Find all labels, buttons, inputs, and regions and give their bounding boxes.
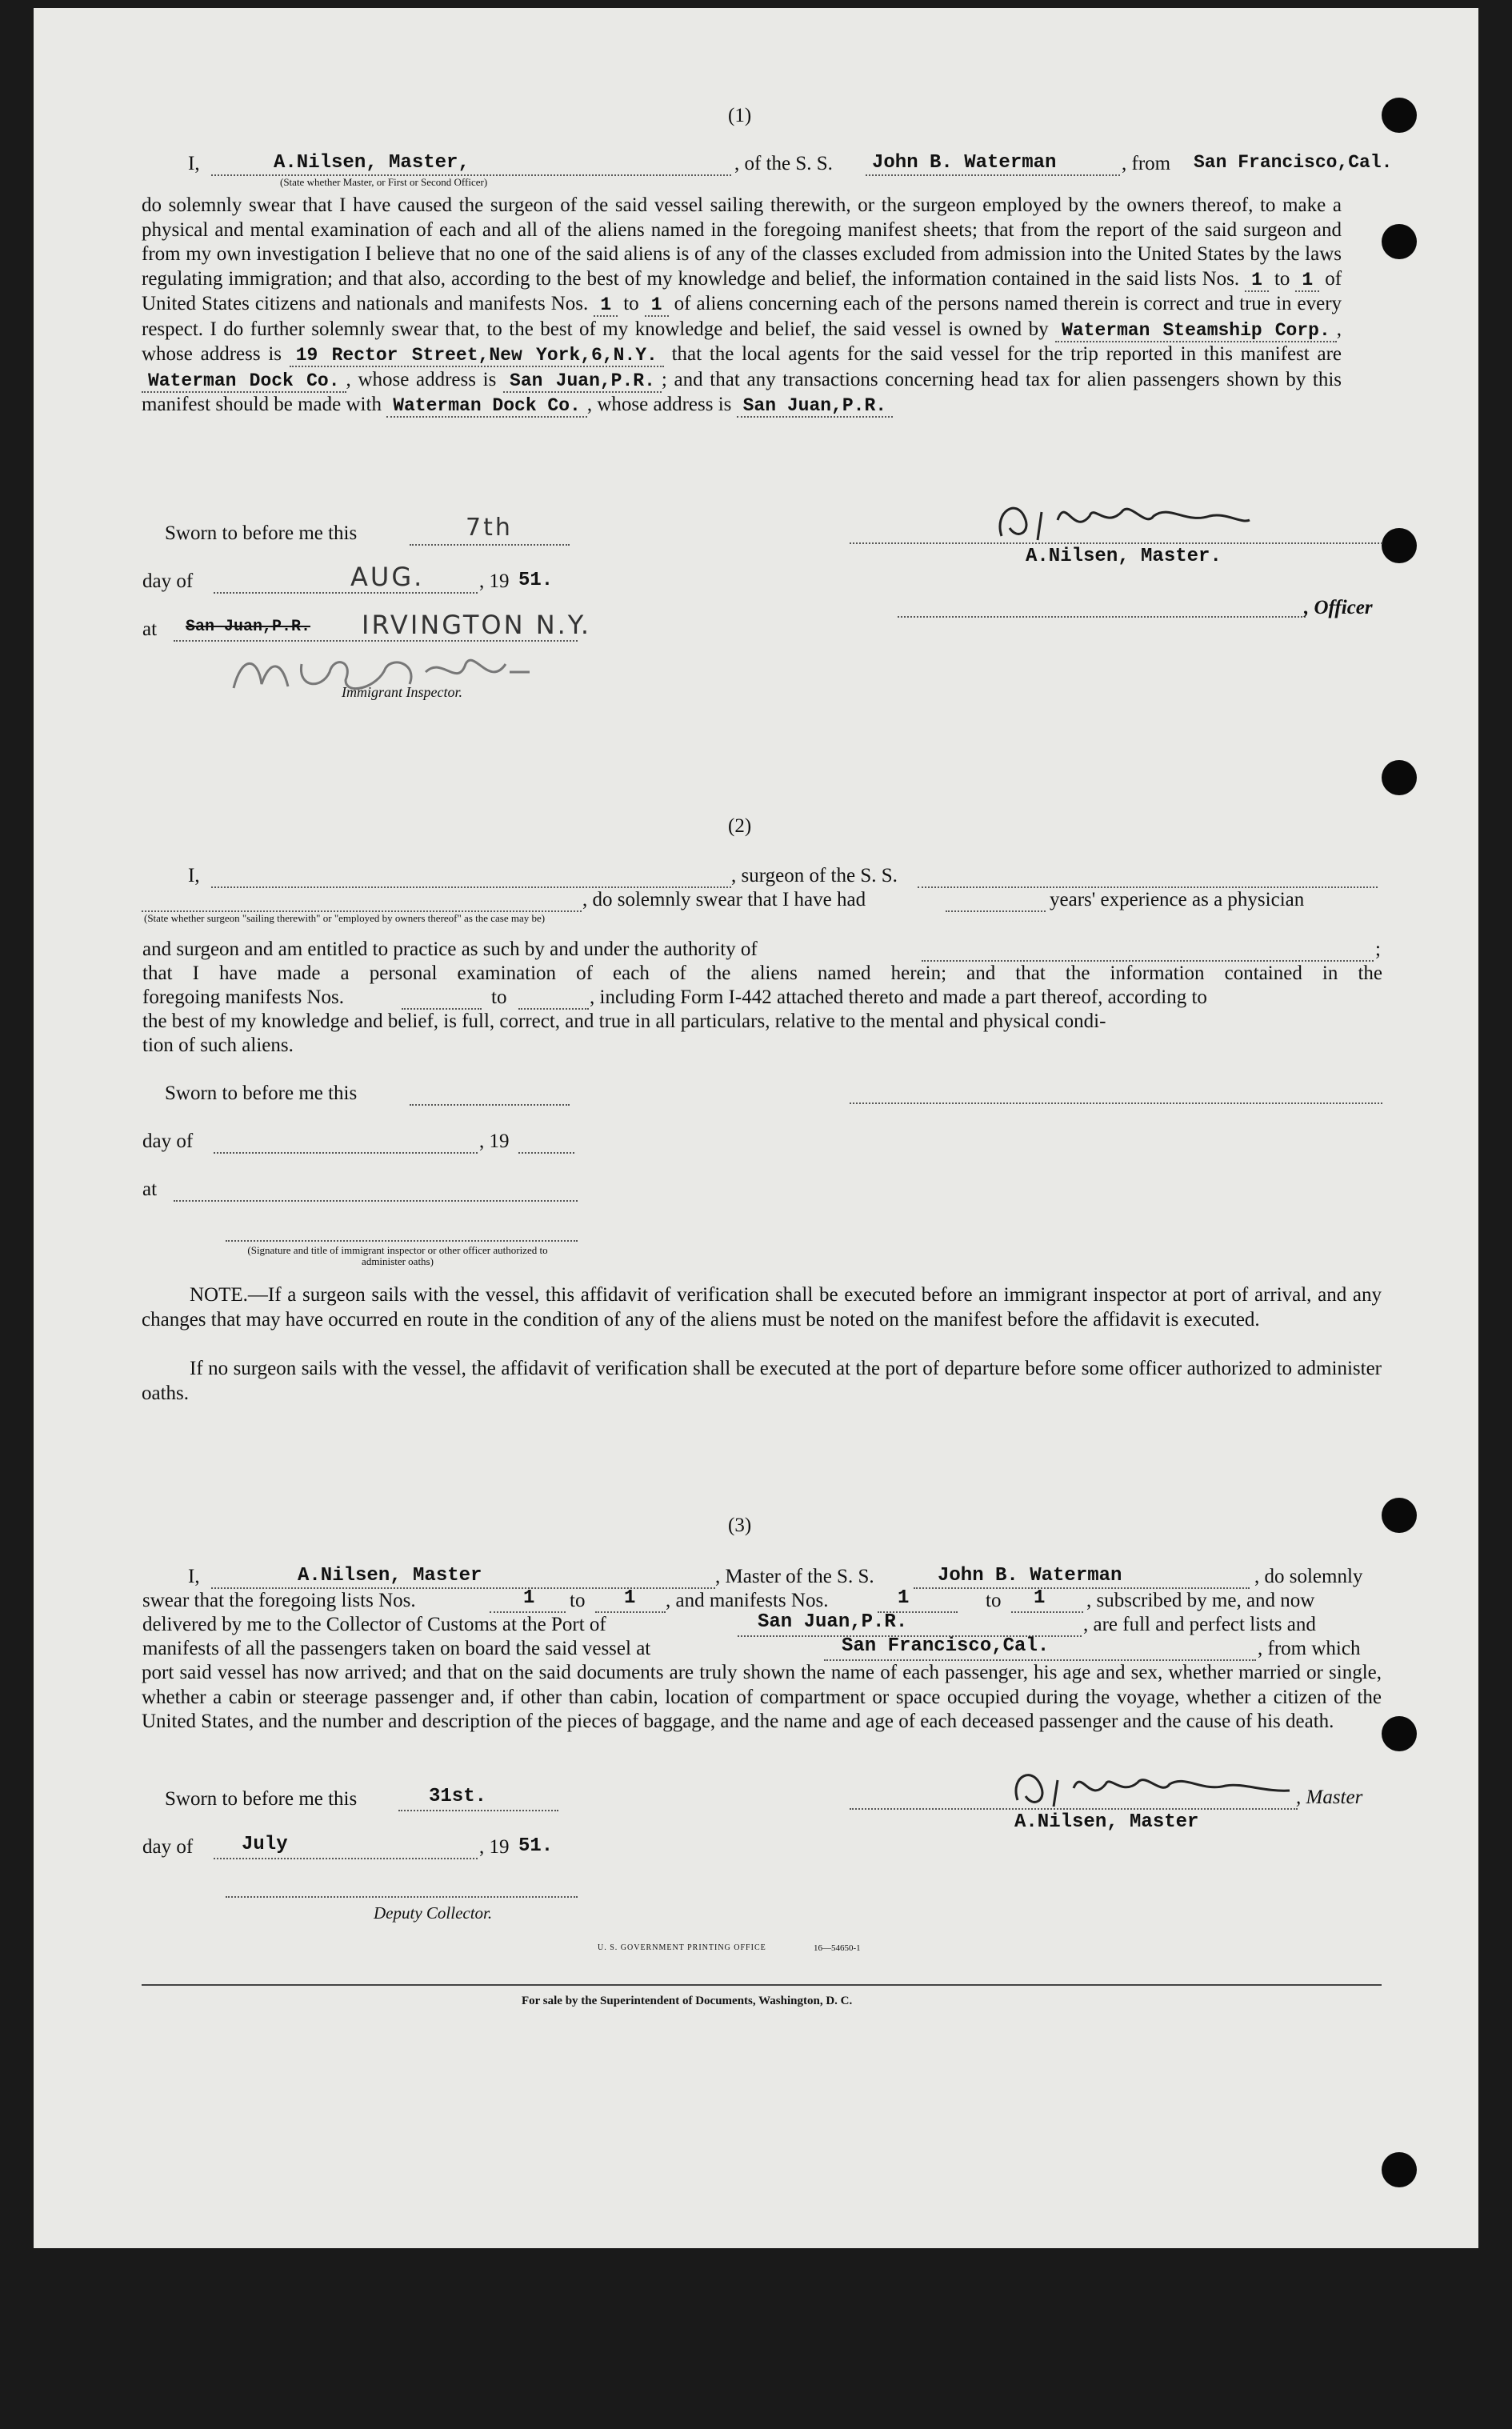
owner-name: Waterman Steamship Corp. <box>1055 320 1337 342</box>
of-ss-label: , of the S. S. <box>734 153 833 174</box>
year-suffix: 51. <box>518 570 554 591</box>
from-label: , from <box>1122 153 1171 174</box>
do-swear-label: , do solemnly swear that I have had <box>582 889 866 910</box>
section-2-number: (2) <box>728 815 752 837</box>
lists-text-a: swear that the foregoing lists Nos. <box>142 1590 416 1611</box>
local-agents: Waterman Dock Co. <box>142 370 346 393</box>
master-name: A.Nilsen, Master, <box>274 152 470 174</box>
port-at: San Francisco,Cal. <box>842 1635 1050 1657</box>
at-struck: San Juan,P.R. <box>186 618 311 636</box>
port-from: San Francisco,Cal. <box>1194 152 1393 173</box>
lists-to-3: 1 <box>624 1587 636 1609</box>
lists-to-label-3: to <box>570 1590 586 1611</box>
section-1-number: (1) <box>728 105 752 126</box>
lists-from-3: 1 <box>523 1587 535 1609</box>
manifests-text-3b: , from which <box>1258 1638 1361 1659</box>
master-signature-3 <box>1002 1752 1306 1816</box>
at-label: at <box>142 618 158 640</box>
lists-text-b: , and manifests Nos. <box>666 1590 829 1611</box>
master-signature-1 <box>986 480 1290 552</box>
month-line-3 <box>214 1858 478 1859</box>
vessel-name: John B. Waterman <box>872 152 1057 174</box>
day-of-label-2: day of <box>142 1130 194 1152</box>
agents-address: San Juan,P.R. <box>503 370 662 393</box>
punch-hole <box>1382 760 1417 795</box>
footer-rule <box>142 1984 1382 1986</box>
sale-notice: For sale by the Superintendent of Documents, Washington, D. C. <box>522 1995 853 2007</box>
sworn-day-3: 31st. <box>429 1786 487 1807</box>
note-paragraph-2: If no surgeon sails with the vessel, the affidavit of verification shall be executed at the port of departure before some officer authorized to administer oaths. <box>142 1358 1382 1404</box>
punch-hole <box>1382 98 1417 133</box>
condition-text: tion of such aliens. <box>142 1034 294 1056</box>
examination-text: that I have made a personal examination of each of the aliens named herein; and that the information contained in the <box>142 962 1382 984</box>
signer-typed-1: A.Nilsen, Master. <box>1026 546 1222 567</box>
year-suffix-3: 51. <box>518 1835 554 1857</box>
vessel-name-3: John B. Waterman <box>938 1565 1122 1587</box>
officer-caption: , Officer <box>1304 597 1373 618</box>
year-prefix-3: , 19 <box>479 1836 510 1858</box>
inspector-sign-line-2 <box>226 1240 578 1242</box>
punch-hole <box>1382 1716 1417 1751</box>
month-line-2 <box>214 1152 478 1154</box>
sworn-label-2: Sworn to before me this <box>165 1082 358 1104</box>
form-number: 16—54650-1 <box>814 1943 861 1953</box>
surgeon-sign-line <box>850 1102 1382 1104</box>
sworn-day: 7th <box>466 514 513 542</box>
section-3-number: (3) <box>728 1515 752 1536</box>
lists-text-c: , subscribed by me, and now <box>1086 1590 1315 1611</box>
master-caption: (State whether Master, or First or Second Officer) <box>280 176 488 188</box>
form-page: (1) I, A.Nilsen, Master, (State whether Master, or First or Second Officer) , of the S. S. John B. Waterman , from San Francisco,Cal. do solemnly swear that I have caused the surgeon of the said vessel sailing therewith, or the surgeon employed by the owners thereof, to make a physical and mental examination of each and all of the aliens named in the foregoing manifest sheets; that from the report of the said surgeon and from my own investigation I believe that no one of the said aliens is of any of the classes excluded from admission into the United States by the laws regulating immigration; and that also, according to the best of my knowledge and belief, the information contained in the said lists Nos. 1 to 1 of United States citizens and nationals and manifests Nos. 1 to 1 of aliens concerning each of the persons named therein is correct and true in every respect. I do further solemnly swear that, to the best of my knowledge and belief, the said vessel is owned by Waterman Steamship Corp. , whose address is 19 Rector Street,New York,6,N.Y. that the local agents for the said vessel for the trip reported in this manifest are Waterman Dock Co. , whose address is San Juan,P.R. ; and that any transactions concerning head tax for alien passengers shown by this manifest should be made with Waterman Dock Co. , whose address is San Juan,P.R. Sworn to before me this 7th day of AUG. , 19 51. at San Juan,P.R. IRVINGTON N.Y. Immigrant Inspector. A.Nilsen, Master. , Officer (2) I, , surgeon of the S. S. , do solemnly swear that I have had years' experience as a physician (State whether surgeon "sailing therewith" or "employed by owners thereof" as the case may be) and surgeon and am entitled to practice as such by and under the authority of ; that I have made a personal examination of each of the aliens named herein; and that the information contained in the foregoing manifests Nos. to , including Form I-442 attached thereto and made a part thereof, according to the best of my knowledge and belief, is full, correct, and true in all particulars, relative to the mental and physical condi- tion of such aliens. Sworn to before me this day of , 19 at (Signature and title of immigrant inspector or other officer authorized to administer oaths) NOTE.—If a surgeon sails with the vessel, this affidavit of verification shall be executed before an immigrant inspector at port of arrival, and any changes that may have occurred en route in the condition of any of the aliens must be noted on the manifest before the affidavit is executed. If no surgeon sails with the vessel, the affidavit of verification shall be executed at the port of departure before some officer authorized to administer oaths. (3) I, A.Nilsen, Master , Master of the S. S. John B. Waterman , do solemnly swear that the foregoing lists Nos. 1 to 1 , and manifests Nos. 1 to 1 , subscribed by me, and now delivered by me to the Collector of Customs at the Port of San Juan,P.R. , are full and perfect lists and manifests of all the passengers taken on board the said vessel at San Francisco,Cal. , from which port said vessel has now arrived; and that on the said documents are truly shown the name of each passenger, his age and sex, whether married or single, whether a cabin or steerage passenger and, if other than cabin, location of compartment or space occupied during the voyage, whether a citizen of the United States, and the number and description of the pieces of baggage, and the name and age of each deceased passenger and the cause of his death. Sworn to before me this 31st. day of July , 19 51. , Master A.Nilsen, Master Deputy Collector. U. S. GOVERNMENT PRINTING OFFICE 16—54650-1 For sale by the Superintendent of Documents, Washington, D. C. <box>34 8 1478 2248</box>
lists-to: 1 <box>1295 270 1319 292</box>
sworn-day-line-2 <box>410 1104 570 1106</box>
section-1-body: do solemnly swear that I have caused the surgeon of the said vessel sailing therewith, or the surgeon employed by the owners thereof, to make a physical and mental examination of each and all of the aliens named in the foregoing manifest sheets; that from the report of the said surgeon and from my own investigation I believe that no one of the said aliens is of any of the classes excluded from admission into the United States by the laws regulating immigration; and that also, according to the best of my knowledge and belief, the information contained in the said lists Nos. 1 to 1 of United States citizens and nationals and manifests Nos. 1 to 1 of aliens concerning each of the persons named therein is correct and true in every respect. I do further solemnly swear that, to the best of my knowledge and belief, the said vessel is owned by Waterman Steamship Corp. , whose address is 19 Rector Street,New York,6,N.Y. that the local agents for the said vessel for the trip reported in this manifest are Waterman Dock Co. , whose address is San Juan,P.R. ; and that any transactions concerning head tax for alien passengers shown by this manifest should be made with Waterman Dock Co. , whose address is San Juan,P.R. <box>142 194 1342 416</box>
master-caption-3: , Master <box>1296 1787 1363 1808</box>
master-of-label: , Master of the S. S. <box>715 1566 874 1587</box>
manifests-text-3a: manifests of all the passengers taken on board the said vessel at <box>142 1638 651 1659</box>
manifests-to-label-3: to <box>986 1590 1002 1611</box>
master-name-3: A.Nilsen, Master <box>298 1565 482 1587</box>
gpo-imprint: U. S. GOVERNMENT PRINTING OFFICE <box>598 1943 766 1952</box>
inspector-caption: Immigrant Inspector. <box>342 684 462 700</box>
sig-caption-2: (Signature and title of immigrant inspector or other officer authorized to administer oaths) <box>247 1244 548 1267</box>
at-place: IRVINGTON N.Y. <box>362 610 592 640</box>
delivered-text-b: , are full and perfect lists and <box>1083 1614 1316 1635</box>
punch-hole <box>1382 528 1417 563</box>
at-line-2 <box>174 1200 578 1202</box>
head-tax-address: San Juan,P.R. <box>737 395 893 418</box>
i-label: I, <box>188 153 200 174</box>
manifests-to: 1 <box>645 294 669 317</box>
surgeon-of-label: , surgeon of the S. S. <box>731 865 898 886</box>
i-label-2: I, <box>188 865 200 886</box>
manifests-to-3: 1 <box>1034 1587 1046 1609</box>
officer-sign-line <box>850 542 1382 544</box>
day-of-label-3: day of <box>142 1836 194 1858</box>
sworn-month-3: July <box>242 1834 288 1855</box>
do-solemnly-label: , do solemnly <box>1254 1566 1363 1587</box>
note-paragraph: NOTE.—If a surgeon sails with the vessel, this affidavit of verification shall be executed before an immigrant inspector at port of arrival, and any changes that may have occurred en route in the condition of any of the aliens must be noted on the manifest before the affidavit is executed. <box>142 1284 1382 1331</box>
manifests-text-b: , including Form I-442 attached thereto and made a part thereof, according to <box>590 986 1207 1008</box>
officer-line <box>898 616 1306 618</box>
at-label-2: at <box>142 1178 158 1200</box>
head-tax-agent: Waterman Dock Co. <box>386 395 587 418</box>
owner-address: 19 Rector Street,New York,6,N.Y. <box>290 345 664 367</box>
year-line-2 <box>518 1152 574 1154</box>
sworn-month: AUG. <box>350 562 425 592</box>
port-of: San Juan,P.R. <box>758 1611 908 1633</box>
punch-hole <box>1382 2152 1417 2187</box>
sworn-label: Sworn to before me this <box>165 522 358 544</box>
manifests-from-3: 1 <box>898 1587 910 1609</box>
years-line <box>946 910 1046 912</box>
master-sign-line-3 <box>850 1808 1298 1810</box>
manifests-text-a: foregoing manifests Nos. <box>142 986 345 1008</box>
lists-from: 1 <box>1245 270 1269 292</box>
day-of-label: day of <box>142 570 194 592</box>
sworn-day-line-3 <box>398 1810 558 1811</box>
year-prefix: , 19 <box>479 570 510 592</box>
manifests-to-line-3 <box>1011 1611 1083 1613</box>
vessel-line <box>866 174 1120 176</box>
manifests-from: 1 <box>594 294 618 317</box>
sworn-label-3: Sworn to before me this <box>165 1788 358 1810</box>
punch-hole <box>1382 224 1417 259</box>
signer-typed-3: A.Nilsen, Master <box>1014 1811 1199 1833</box>
delivered-text-a: delivered by me to the Collector of Customs at the Port of <box>142 1614 606 1635</box>
year-prefix-2: , 19 <box>479 1130 510 1152</box>
knowledge-text: the best of my knowledge and belief, is full, correct, and true in all particulars, relative to the mental and physical condi- <box>142 1010 1106 1032</box>
section-3-body: port said vessel has now arrived; and that on the said documents are truly shown the name of each passenger, his age and sex, whether married or single, whether a cabin or steerage passenger and, if other than cabin, location of compartment or space occupied during the voyage, whether a citizen of the United States, and the number and description of the pieces of baggage, and the name and age of each deceased passenger and the cause of his death. <box>142 1662 1382 1732</box>
i-label-3: I, <box>188 1566 200 1587</box>
authority-text: and surgeon and am entitled to practice as such by and under the authority of <box>142 938 758 960</box>
manifests-to-label: to <box>491 986 507 1008</box>
sworn-day-line <box>410 544 570 546</box>
sworn-month-line <box>214 592 478 594</box>
collector-sign-line <box>226 1896 578 1898</box>
years-label: years' experience as a physician <box>1050 889 1305 910</box>
surgeon-caption: (State whether surgeon "sailing therewith" or "employed by owners thereof" as the case may be) <box>144 912 546 924</box>
collector-caption: Deputy Collector. <box>374 1903 493 1923</box>
punch-hole <box>1382 1498 1417 1533</box>
